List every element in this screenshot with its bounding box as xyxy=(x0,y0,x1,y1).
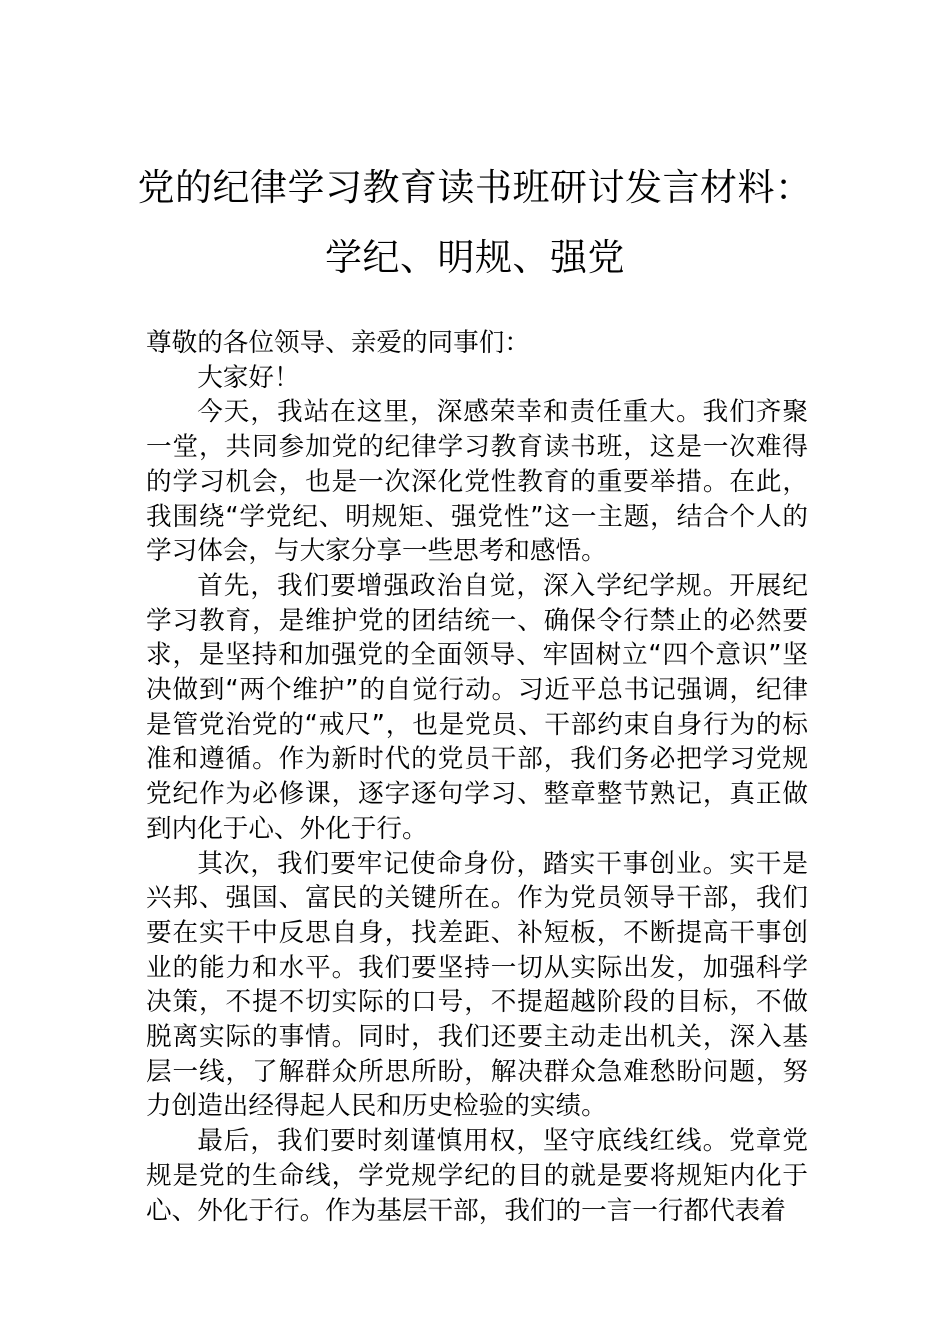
document-title-line-2: 学纪、明规、强党 xyxy=(325,236,625,279)
greeting: 大家好！ xyxy=(197,362,300,393)
document-body xyxy=(146,326,808,1228)
salutation: 尊敬的各位领导、亲爱的同事们： xyxy=(146,328,530,358)
document-title-line-1: 党的纪律学习教育读书班研讨发言材料： xyxy=(137,166,813,209)
paragraph-intro: 今天，我站在这里，深感荣幸和责任重大。我们齐聚一堂，共同参加党的纪律学习教育读书班，这是一次难得的学习机会，也是一次深化党性教育的重要举措。在此，我围绕“学党纪、明规矩、强党性”这一主题，结合个人的学习体会，与大家分享一些思考和感悟。 xyxy=(146,397,808,567)
paragraph-second: 其次，我们要牢记使命身份，踏实干事创业。实干是兴邦、强国、富民的关键所在。作为党员领导干部，我们要在实干中反思自身，找差距、补短板，不断提高干事创业的能力和水平。我们要坚持一切从实际出发，加强科学决策，不提不切实际的口号，不提超越阶段的目标，不做脱离实际的事情。同时，我们还要主动走出机关，深入基层一线，了解群众所思所盼，解决群众急难愁盼问题，努力创造出经得起人民和历史检验的实绩。 xyxy=(146,848,808,1122)
paragraph-first: 首先，我们要增强政治自觉，深入学纪学规。开展纪学习教育，是维护党的团结统一、确保令行禁止的必然要求，是坚持和加强党的全面领导、牢固树立“四个意识”坚决做到“两个维护”的自觉行动。习近平总书记强调，纪律是管党治党的“戒尺”，也是党员、干部约束自身行为的标准和遵循。作为新时代的党员干部，我们务必把学习党规党纪作为必修课，逐字逐句学习、整章整节熟记，真正做到内化于心、外化于行。 xyxy=(146,570,808,844)
paragraph-last: 最后，我们要时刻谨慎用权，坚守底线红线。党章党规是党的生命线，学党规学纪的目的就是要将规矩内化于心、外化于行。作为基层干部，我们的一言一行都代表着 xyxy=(146,1126,808,1226)
